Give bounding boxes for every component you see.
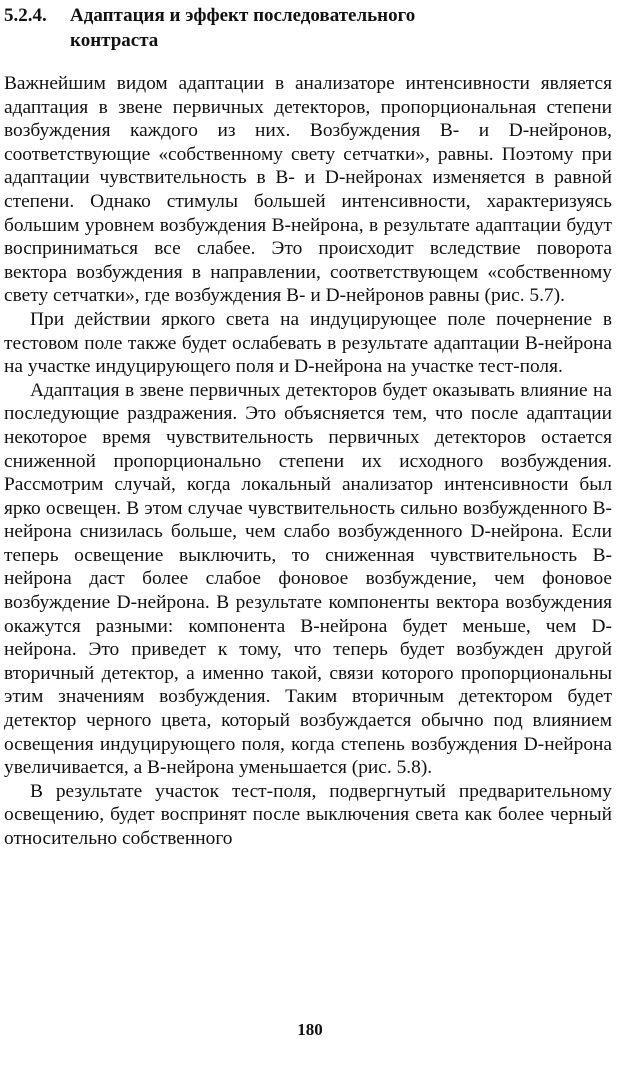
section-title-line2: контраста bbox=[70, 30, 159, 51]
body-text bbox=[4, 72, 612, 851]
section-number: 5.2.4. bbox=[4, 5, 47, 26]
page-number: 180 bbox=[297, 1020, 323, 1039]
paragraph-4: В результате участок тест-поля, подвергнутый предварительному освещению, будет воспринят после выключения света как более черный относительно собственного bbox=[4, 780, 612, 849]
paragraph-1: Важнейшим видом адаптации в анализаторе интенсивности является адаптация в звене первичных детекторов, пропорциональная степени возбуждения каждого из них. Возбуждения В- и D-нейронов, соответствующие «собственному свету сетчатки», равны. Поэтому при адаптации чувствительность в В- и D-нейронах изменяется в равной степени. Однако стимулы большей интенсивности, характеризуясь большим уровнем возбуждения В-нейрона, в результате адаптации будут восприниматься все слабее. Это происходит вследствие поворота вектора возбуждения в направлении, соответствующем «собственному свету сетчатки», где возбуждения В- и D-нейронов равны (рис. 5.7). bbox=[4, 73, 612, 307]
section-title-line1: Адаптация и эффект последовательного bbox=[70, 5, 416, 26]
paragraph-3: Адаптация в звене первичных детекторов будет оказывать влияние на последующие раздражения. Это объясняется тем, что после адаптации некоторое время чувствительность первичных детекторов остается сниженной пропорционально степени их исходного возбуждения. Рассмотрим случай, когда локальный анализатор интенсивности был ярко освещен. В этом случае чувствительность сильно возбужденного В-нейрона снизилась больше, чем слабо возбужденного D-нейрона. Если теперь освещение выключить, то сниженная чувствительность В-нейрона даст более слабое фоновое возбуждение, чем фоновое возбуждение D-нейрона. В результате компоненты вектора возбуждения окажутся разными: компонента В-нейрона будет меньше, чем D-нейрона. Это приведет к тому, что теперь будет возбужден другой вторичный детектор, а именно такой, связи которого пропорциональны этим значениям возбуждения. Таким вторичным детектором будет детектор черного цвета, который возбуждается обычно под влиянием освещения индуцирующего поля, когда степень возбуждения D-нейрона увеличивается, а В-нейрона уменьшается (рис. 5.8). bbox=[4, 379, 612, 779]
paragraph-2: При действии яркого света на индуцирующее поле почернение в тестовом поле также будет ослабевать в результате адаптации В-нейрона на участке индуцирующего поля и D-нейрона на участке тест-поля. bbox=[4, 308, 612, 378]
section-heading bbox=[4, 3, 604, 53]
